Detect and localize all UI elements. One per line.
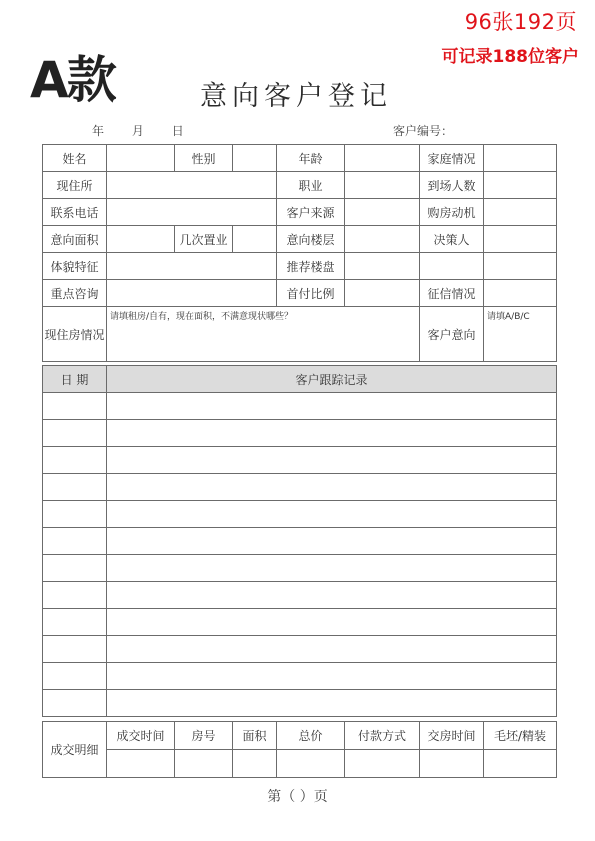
decider-label: 决策人 — [420, 226, 484, 253]
recommend-field-3[interactable] — [484, 253, 557, 280]
page-title: 意向客户登记 — [200, 81, 392, 112]
follow-date-header: 日 期 — [43, 366, 107, 393]
follow-date-cell[interactable] — [43, 636, 107, 663]
follow-record-header: 客户跟踪记录 — [107, 366, 557, 393]
deal-header: 付款方式 — [345, 722, 420, 750]
deal-header: 面积 — [233, 722, 277, 750]
customer-number-label: 客户编号： — [393, 124, 454, 138]
intent-label: 客户意向 — [420, 307, 484, 362]
deal-cell[interactable] — [420, 750, 484, 778]
follow-record-cell[interactable] — [107, 474, 557, 501]
age-field[interactable] — [345, 145, 420, 172]
credit-field[interactable] — [484, 280, 557, 307]
follow-date-cell[interactable] — [43, 690, 107, 717]
follow-record-cell[interactable] — [107, 420, 557, 447]
date-line — [92, 122, 208, 139]
capacity-badge: 可记录188位客户 — [441, 47, 579, 67]
decider-field[interactable] — [484, 226, 557, 253]
consult-label: 重点咨询 — [43, 280, 107, 307]
name-label: 姓名 — [43, 145, 107, 172]
phone-field[interactable] — [107, 199, 277, 226]
deal-title: 成交明细 — [43, 722, 107, 778]
recommend-field-2[interactable] — [420, 253, 484, 280]
job-label: 职业 — [277, 172, 345, 199]
deal-cell[interactable] — [233, 750, 277, 778]
current-housing-hint: 请填租房/自有，现在面积，不满意现状哪些？ — [110, 312, 294, 322]
age-label: 年龄 — [277, 145, 345, 172]
year-label: 年 — [92, 124, 105, 138]
visitors-label: 到场人数 — [420, 172, 484, 199]
recommend-label: 推荐楼盘 — [277, 253, 345, 280]
current-housing-label: 现住房情况 — [43, 307, 107, 362]
follow-date-cell[interactable] — [43, 609, 107, 636]
name-field[interactable] — [107, 145, 175, 172]
follow-date-cell[interactable] — [43, 420, 107, 447]
follow-record-cell[interactable] — [107, 555, 557, 582]
intent-field[interactable] — [484, 307, 557, 362]
family-field[interactable] — [484, 145, 557, 172]
grade-hint: 请填A/B/C — [487, 312, 530, 322]
page-number: 第（ ）页 — [267, 789, 328, 805]
deal-cell[interactable] — [175, 750, 233, 778]
deal-cell[interactable] — [484, 750, 557, 778]
deal-header: 成交时间 — [107, 722, 175, 750]
credit-label: 征信情况 — [420, 280, 484, 307]
deal-detail-table — [42, 721, 557, 778]
deal-header: 毛坯/精装 — [484, 722, 557, 750]
follow-record-cell[interactable] — [107, 609, 557, 636]
follow-date-cell[interactable] — [43, 474, 107, 501]
down-payment-label: 首付比例 — [277, 280, 345, 307]
down-payment-field[interactable] — [345, 280, 420, 307]
motive-field[interactable] — [484, 199, 557, 226]
features-label: 体貌特征 — [43, 253, 107, 280]
follow-up-table — [42, 365, 557, 717]
follow-date-cell[interactable] — [43, 582, 107, 609]
follow-record-cell[interactable] — [107, 663, 557, 690]
visitors-field[interactable] — [484, 172, 557, 199]
sheet-count-badge: 96张192页 — [464, 10, 577, 34]
customer-info-table — [42, 144, 557, 362]
area-label: 意向面积 — [43, 226, 107, 253]
follow-record-cell[interactable] — [107, 582, 557, 609]
day-label: 日 — [171, 124, 184, 138]
follow-record-cell[interactable] — [107, 501, 557, 528]
area-field[interactable] — [107, 226, 175, 253]
model-label: A款 — [30, 51, 115, 109]
address-label: 现住所 — [43, 172, 107, 199]
follow-date-cell[interactable] — [43, 393, 107, 420]
deal-header: 房号 — [175, 722, 233, 750]
address-field[interactable] — [107, 172, 277, 199]
follow-record-cell[interactable] — [107, 690, 557, 717]
motive-label: 购房动机 — [420, 199, 484, 226]
follow-date-cell[interactable] — [43, 663, 107, 690]
follow-date-cell[interactable] — [43, 447, 107, 474]
times-field[interactable] — [233, 226, 277, 253]
recommend-field[interactable] — [345, 253, 420, 280]
deal-header: 总价 — [277, 722, 345, 750]
floor-field[interactable] — [345, 226, 420, 253]
gender-field[interactable] — [233, 145, 277, 172]
deal-cell[interactable] — [345, 750, 420, 778]
deal-cell[interactable] — [107, 750, 175, 778]
follow-record-cell[interactable] — [107, 528, 557, 555]
follow-record-cell[interactable] — [107, 636, 557, 663]
source-label: 客户来源 — [277, 199, 345, 226]
follow-record-cell[interactable] — [107, 447, 557, 474]
gender-label: 性别 — [175, 145, 233, 172]
deal-cell[interactable] — [277, 750, 345, 778]
source-field[interactable] — [345, 199, 420, 226]
deal-header: 交房时间 — [420, 722, 484, 750]
features-field[interactable] — [107, 253, 277, 280]
month-label: 月 — [131, 124, 144, 138]
floor-label: 意向楼层 — [277, 226, 345, 253]
current-housing-field[interactable] — [107, 307, 420, 362]
follow-date-cell[interactable] — [43, 555, 107, 582]
family-label: 家庭情况 — [420, 145, 484, 172]
follow-date-cell[interactable] — [43, 528, 107, 555]
follow-date-cell[interactable] — [43, 501, 107, 528]
job-field[interactable] — [345, 172, 420, 199]
times-label: 几次置业 — [175, 226, 233, 253]
follow-record-cell[interactable] — [107, 393, 557, 420]
consult-field[interactable] — [107, 280, 277, 307]
phone-label: 联系电话 — [43, 199, 107, 226]
